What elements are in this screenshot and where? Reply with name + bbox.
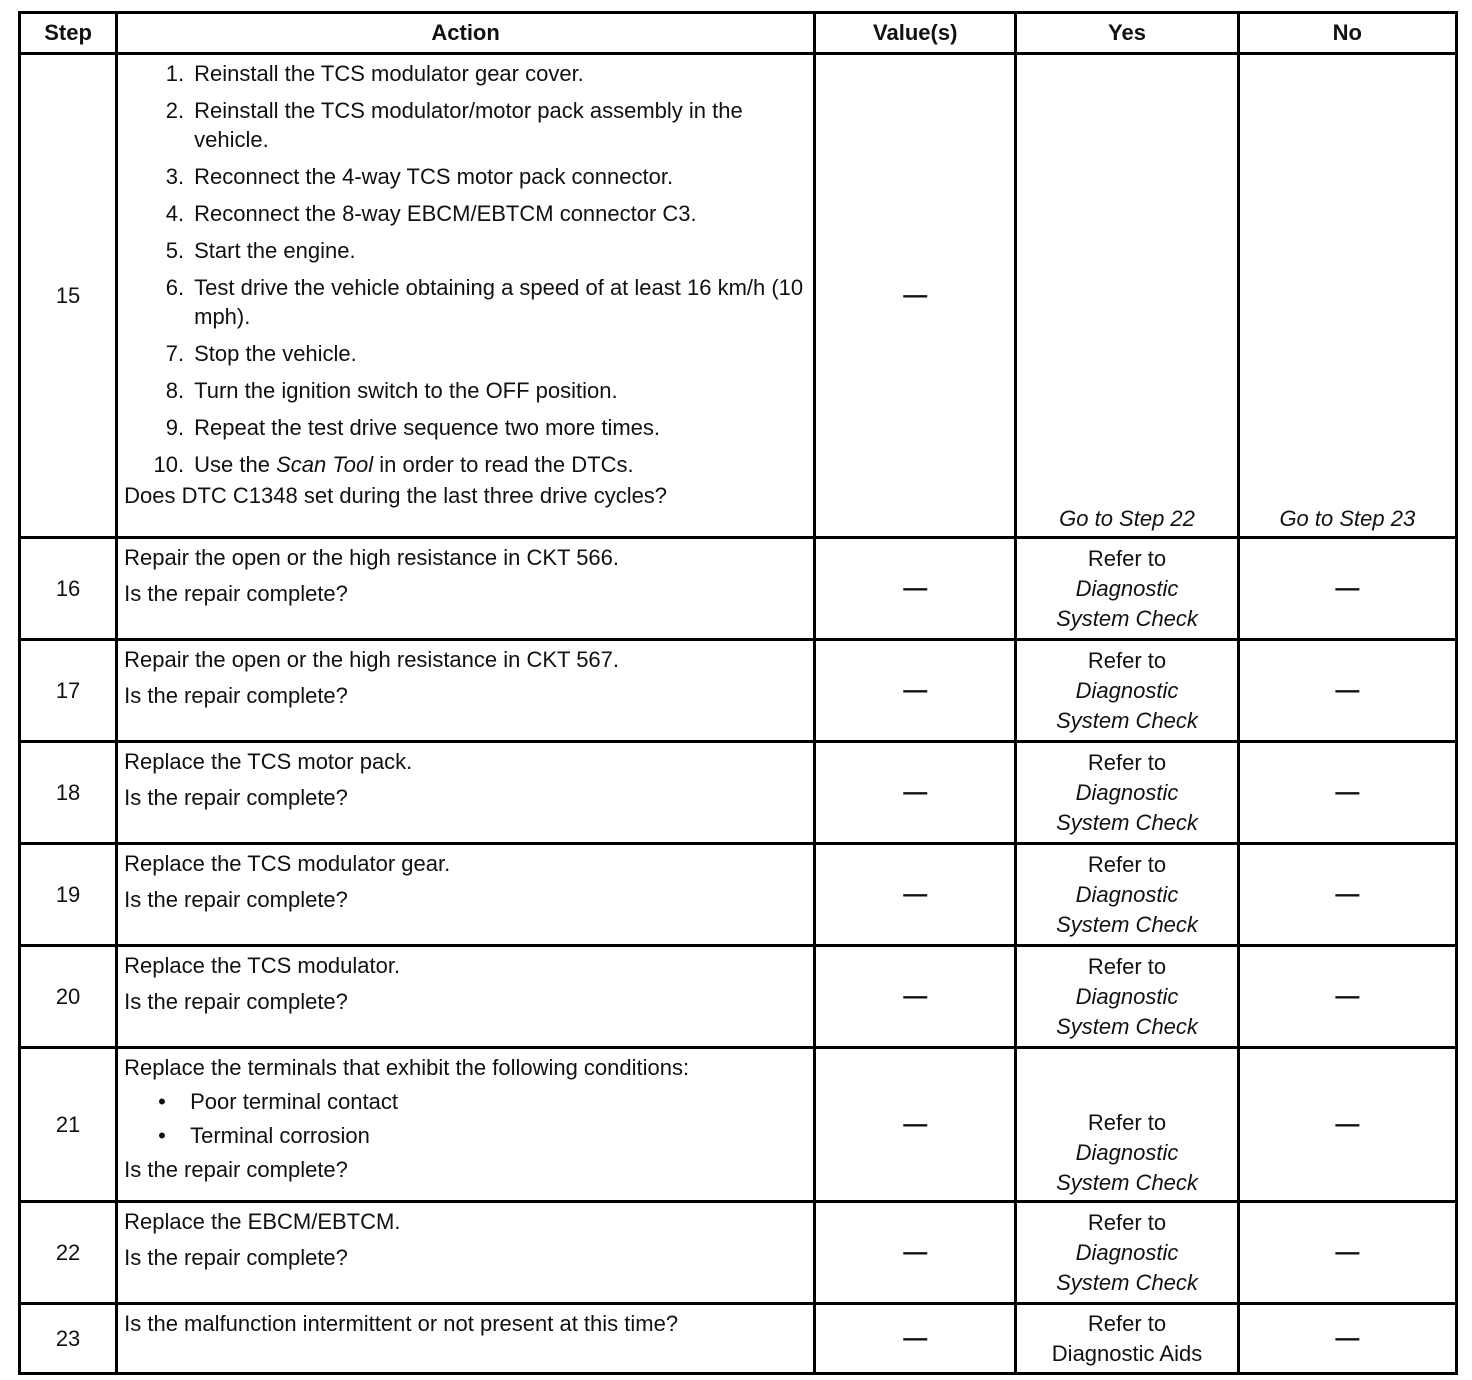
yes-cell: Refer to Diagnostic Aids xyxy=(1016,1304,1238,1374)
list-item: 3. Reconnect the 4-way TCS motor pack connector. xyxy=(165,164,674,189)
list-item: 2. Reinstall the TCS modulator/motor pack assembly in the vehicle. xyxy=(165,98,743,152)
table-row-step-18 xyxy=(20,742,1457,844)
step-number: 16 xyxy=(20,538,117,640)
no-cell: — xyxy=(1238,640,1456,742)
list-item: 10. Use the Scan Tool in order to read the DTCs. xyxy=(153,452,634,477)
no-cell: — xyxy=(1238,1304,1456,1374)
diagnostic-table xyxy=(18,11,1458,1375)
value-cell: — xyxy=(815,1048,1016,1202)
list-item: • Terminal corrosion xyxy=(158,1123,370,1148)
list-item: 9. Repeat the test drive sequence two more times. xyxy=(165,415,661,440)
no-cell: — xyxy=(1238,742,1456,844)
action-cell xyxy=(117,54,815,538)
action-cell xyxy=(117,1304,815,1374)
action-cell xyxy=(117,1202,815,1304)
table-row-step-21 xyxy=(20,1048,1457,1202)
value-cell: — xyxy=(815,1202,1016,1304)
action-text: Is the malfunction intermittent or not present at this time? xyxy=(124,1311,679,1336)
action-text: Repair the open or the high resistance in CKT 566. xyxy=(124,545,620,570)
table-row-step-20 xyxy=(20,946,1457,1048)
question-text: Is the repair complete? xyxy=(124,785,348,810)
list-item: 6. Test drive the vehicle obtaining a speed of at least 16 km/h (10 mph). xyxy=(165,275,804,329)
yes-cell: Refer to Diagnostic System Check xyxy=(1016,1048,1238,1202)
question-text: Does DTC C1348 set during the last three drive cycles? xyxy=(124,483,668,508)
list-item: 5. Start the engine. xyxy=(165,238,356,263)
step-number: 18 xyxy=(20,742,117,844)
yes-cell: Refer to Diagnostic System Check xyxy=(1016,946,1238,1048)
list-item: 8. Turn the ignition switch to the OFF position. xyxy=(165,378,618,403)
no-cell: — xyxy=(1238,1202,1456,1304)
value-cell: — xyxy=(815,1304,1016,1374)
question-text: Is the repair complete? xyxy=(124,1245,348,1270)
table-row-step-23 xyxy=(20,1304,1457,1374)
procedure-list xyxy=(124,59,807,479)
action-cell xyxy=(117,640,815,742)
yes-cell: Refer to Diagnostic System Check xyxy=(1016,538,1238,640)
value-cell: — xyxy=(815,54,1016,538)
table-row-step-17 xyxy=(20,640,1457,742)
no-cell: — xyxy=(1238,538,1456,640)
yes-cell: Go to Step 22 xyxy=(1016,54,1238,538)
header-no: No xyxy=(1238,13,1456,54)
action-text: Replace the terminals that exhibit the following conditions: xyxy=(124,1055,690,1080)
step-number: 23 xyxy=(20,1304,117,1374)
header-yes: Yes xyxy=(1016,13,1238,54)
action-text: Repair the open or the high resistance in CKT 567. xyxy=(124,647,620,672)
yes-cell: Refer to Diagnostic System Check xyxy=(1016,640,1238,742)
table-row-step-22 xyxy=(20,1202,1457,1304)
question-text: Is the repair complete? xyxy=(124,989,348,1014)
no-cell: — xyxy=(1238,844,1456,946)
action-cell xyxy=(117,538,815,640)
value-cell: — xyxy=(815,640,1016,742)
step-number: 20 xyxy=(20,946,117,1048)
action-text: Replace the TCS motor pack. xyxy=(124,749,413,774)
step-number: 21 xyxy=(20,1048,117,1202)
action-text: Replace the TCS modulator. xyxy=(124,953,401,978)
action-cell xyxy=(117,946,815,1048)
action-cell xyxy=(117,1048,815,1202)
question-text: Is the repair complete? xyxy=(124,581,348,606)
step-number: 19 xyxy=(20,844,117,946)
header-action: Action xyxy=(117,13,815,54)
condition-list xyxy=(124,1087,807,1151)
value-cell: — xyxy=(815,946,1016,1048)
list-item: 4. Reconnect the 8-way EBCM/EBTCM connector C3. xyxy=(165,201,697,226)
step-number: 15 xyxy=(20,54,117,538)
no-cell: — xyxy=(1238,1048,1456,1202)
list-item: 1. Reinstall the TCS modulator gear cover. xyxy=(165,61,584,86)
action-cell xyxy=(117,844,815,946)
value-cell: — xyxy=(815,538,1016,640)
list-item: 7. Stop the vehicle. xyxy=(165,341,357,366)
header-row xyxy=(20,13,1457,54)
table-row-step-16 xyxy=(20,538,1457,640)
header-step: Step xyxy=(20,13,117,54)
table-row-step-15 xyxy=(20,54,1457,538)
table-row-step-19 xyxy=(20,844,1457,946)
action-cell xyxy=(117,742,815,844)
no-cell: — xyxy=(1238,946,1456,1048)
value-cell: — xyxy=(815,742,1016,844)
value-cell: — xyxy=(815,844,1016,946)
action-text: Replace the EBCM/EBTCM. xyxy=(124,1209,401,1234)
yes-cell: Refer to Diagnostic System Check xyxy=(1016,742,1238,844)
action-text: Replace the TCS modulator gear. xyxy=(124,851,451,876)
question-text: Is the repair complete? xyxy=(124,887,348,912)
list-item: • Poor terminal contact xyxy=(158,1089,398,1114)
no-cell: Go to Step 23 xyxy=(1238,54,1456,538)
yes-cell: Refer to Diagnostic System Check xyxy=(1016,844,1238,946)
question-text: Is the repair complete? xyxy=(124,683,348,708)
header-values: Value(s) xyxy=(815,13,1016,54)
step-number: 22 xyxy=(20,1202,117,1304)
step-number: 17 xyxy=(20,640,117,742)
yes-cell: Refer to Diagnostic System Check xyxy=(1016,1202,1238,1304)
question-text: Is the repair complete? xyxy=(124,1157,348,1182)
